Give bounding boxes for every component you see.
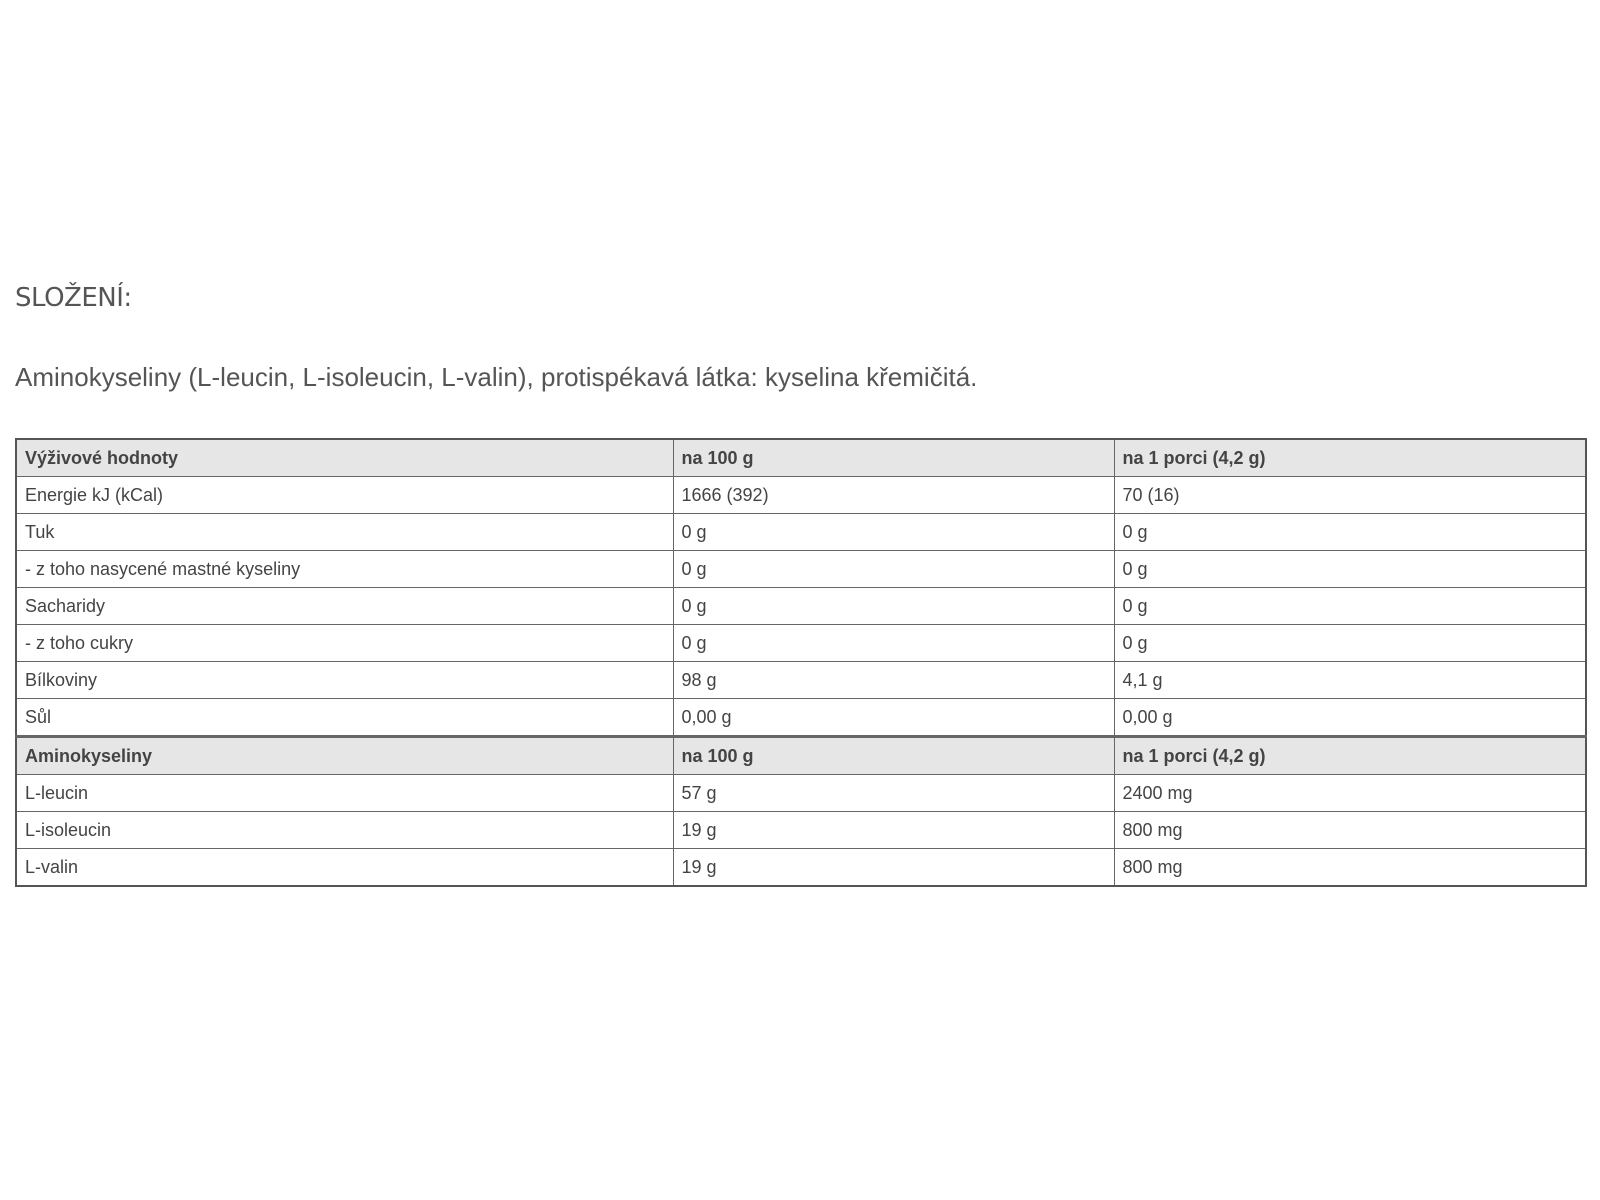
table-row xyxy=(16,625,1586,662)
value-per-100g: 0,00 g xyxy=(673,699,1114,737)
header-cell: na 1 porci (4,2 g) xyxy=(1114,439,1586,477)
value-per-serving: 0 g xyxy=(1114,625,1586,662)
value-per-serving: 0,00 g xyxy=(1114,699,1586,737)
value-per-serving: 0 g xyxy=(1114,551,1586,588)
amino-acid-name: L-leucin xyxy=(16,775,673,812)
value-per-100g: 0 g xyxy=(673,588,1114,625)
value-per-serving: 2400 mg xyxy=(1114,775,1586,812)
value-per-100g: 0 g xyxy=(673,514,1114,551)
table-row xyxy=(16,699,1586,737)
header-cell: na 100 g xyxy=(673,737,1114,775)
value-per-100g: 19 g xyxy=(673,812,1114,849)
table-row xyxy=(16,775,1586,812)
value-per-100g: 98 g xyxy=(673,662,1114,699)
amino-header-row xyxy=(16,737,1586,775)
table-row xyxy=(16,812,1586,849)
nutrient-name: Sacharidy xyxy=(16,588,673,625)
amino-acid-name: L-isoleucin xyxy=(16,812,673,849)
nutrient-name: Energie kJ (kCal) xyxy=(16,477,673,514)
amino-acid-name: L-valin xyxy=(16,849,673,887)
table-row xyxy=(16,551,1586,588)
value-per-serving: 4,1 g xyxy=(1114,662,1586,699)
nutrition-table xyxy=(15,438,1587,887)
table-row xyxy=(16,588,1586,625)
value-per-100g: 1666 (392) xyxy=(673,477,1114,514)
table-row xyxy=(16,477,1586,514)
header-cell: na 1 porci (4,2 g) xyxy=(1114,737,1586,775)
header-cell: Výživové hodnoty xyxy=(16,439,673,477)
ingredients-text: Aminokyseliny (L-leucin, L-isoleucin, L-valin), protispékavá látka: kyselina křemičitá. xyxy=(15,362,978,392)
value-per-serving: 800 mg xyxy=(1114,812,1586,849)
header-cell: Aminokyseliny xyxy=(16,737,673,775)
value-per-100g: 0 g xyxy=(673,551,1114,588)
value-per-serving: 0 g xyxy=(1114,588,1586,625)
nutrient-name: Bílkoviny xyxy=(16,662,673,699)
nutrient-name: Sůl xyxy=(16,699,673,737)
value-per-100g: 57 g xyxy=(673,775,1114,812)
table-row xyxy=(16,662,1586,699)
value-per-serving: 70 (16) xyxy=(1114,477,1586,514)
header-cell: na 100 g xyxy=(673,439,1114,477)
value-per-serving: 800 mg xyxy=(1114,849,1586,887)
value-per-100g: 0 g xyxy=(673,625,1114,662)
nutrient-name: - z toho nasycené mastné kyseliny xyxy=(16,551,673,588)
nutrition-header-row xyxy=(16,439,1586,477)
nutrient-name: Tuk xyxy=(16,514,673,551)
value-per-100g: 19 g xyxy=(673,849,1114,887)
composition-heading: SLOŽENÍ: xyxy=(15,283,132,313)
table-row xyxy=(16,514,1586,551)
table-row xyxy=(16,849,1586,887)
value-per-serving: 0 g xyxy=(1114,514,1586,551)
nutrient-name: - z toho cukry xyxy=(16,625,673,662)
